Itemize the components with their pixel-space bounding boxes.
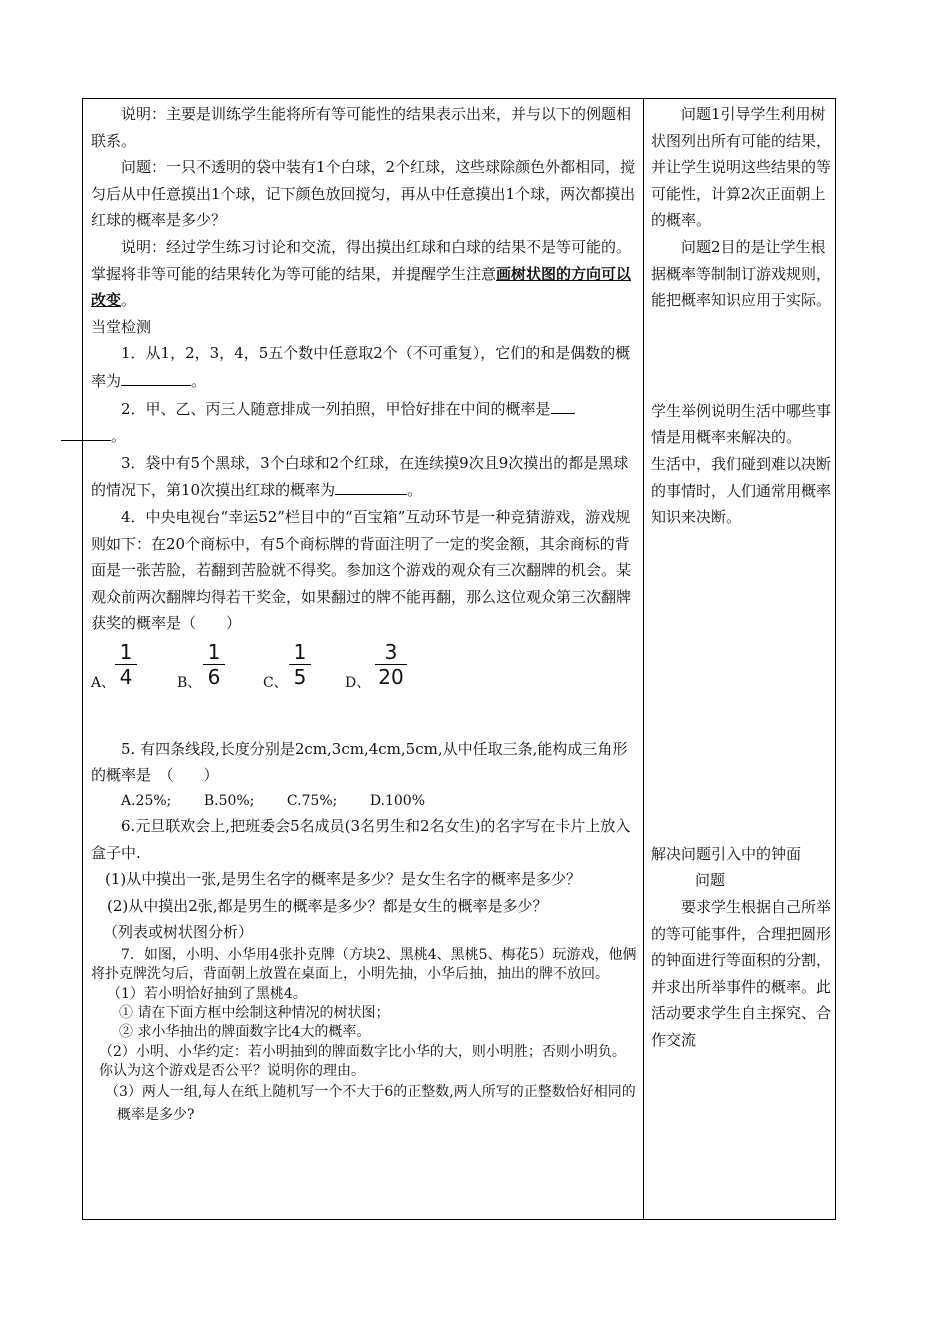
note-2-text: 说明：经过学生练习讨论和交流，得出摸出红球和白球的结果不是等可能的。掌握将非等可能的结果转化为等可能的结果，并提醒学生注意: [91, 237, 632, 283]
question-1-end: 。: [191, 371, 207, 390]
question-7-part-1-a: ① 请在下面方框中绘制这种情况的树状图；: [119, 1004, 390, 1021]
note-question-2: 问题2目的是让学生根据概率等制制订游戏规则，能把概率知识应用于实际。: [651, 237, 832, 310]
emphasis-text: 画树状图的方向可以改变: [91, 264, 632, 310]
note-clock-title: 解决问题引入中的钟面: [651, 844, 802, 863]
question-4: 4．中央电视台“幸运52”栏目中的“百宝箱”互动环节是一种竞猜游戏，游戏规则如下：在20个商标中，有5个商标牌的背面注明了一定的奖金额，其余商标的背面是一张苦脸，若翻到苦脸就不得奖。参加这个游戏的观众有三次翻牌的机会。某观众前两次翻牌均得若干奖金，如果翻过的牌不能再翻，那么这位观众第三次翻牌获奖的概率是（ ）: [91, 507, 632, 633]
note-question-1: 问题1引导学生利用树状图列出所有可能的结果，并让学生说明这些结果的等可能性，计算2次正面朝上的概率。: [651, 105, 832, 230]
note-clock-sub: 问题: [695, 871, 726, 890]
notes-column: [651, 101, 831, 1053]
question-7: 7．如图，小明、小华用4张扑克牌（方块2、黑桃4、黑桃5、梅花5）玩游戏，他俩将扑克牌洗匀后，背面朝上放置在桌面上，小明先抽，小华后抽，抽出的牌不放回。: [91, 947, 637, 983]
numerator: 3: [375, 640, 407, 665]
denominator: 5: [293, 664, 307, 689]
question-3-text: 3．袋中有5个黑球，3个白球和2个红球，在连续摸9次且9次摸出的都是黑球的情况下，第10次摸出红球的概率为: [91, 453, 629, 500]
question-6-part-2: (2)从中摸出2张,都是男生的概率是多少？都是女生的概率是多少？: [107, 896, 548, 915]
question-2-text: 2．甲、乙、丙三人随意排成一列拍照，甲恰好排在中间的概率是: [121, 399, 551, 418]
note-life: 生活中，我们碰到难以决断的事情时，人们通常用概率知识来决断。: [651, 454, 832, 527]
section-heading: 当堂检测: [91, 317, 152, 336]
fraction: [115, 640, 137, 689]
question-6: 6.元旦联欢会上,把班委会5名成员(3名男生和2名女生)的名字写在卡片上放入盒子中.: [91, 817, 631, 862]
choice-options: [91, 640, 637, 696]
question-5: 5. 有四条线段,长度分别是2cm,3cm,4cm,5cm,从中任取三条,能构成三角形的概率是 （ ）: [91, 739, 628, 785]
numerator: 1: [115, 640, 137, 665]
numerator: 1: [289, 640, 311, 665]
denominator: 20: [378, 664, 404, 689]
question-7-part-3: （3）两人一组,每人在纸上随机写一个不大于6的正整数,两人所写的正整数恰好相同的概率是多少?: [105, 1084, 636, 1124]
question-3: [91, 450, 637, 504]
numerator: 1: [203, 640, 225, 665]
option-a-label: A、: [91, 674, 116, 691]
question-6-hint: （列表或树状图分析）: [103, 923, 254, 942]
fraction: [203, 640, 225, 689]
question-2-end: 。: [111, 427, 127, 446]
answer-blank-cont: [61, 422, 111, 441]
answer-blank: [335, 476, 407, 495]
lesson-table: [82, 98, 836, 1220]
note-examples: 学生举例说明生活中哪些事情是用概率来解决的。: [651, 401, 832, 447]
note-clock-activity: 要求学生根据自己所举的等可能事件，合理把圆形的钟面进行等面积的分割，并求出所举事件的概率。此活动要求学生自主探究、合作交流: [651, 897, 832, 1049]
question-5-options: A.25%; B.50%; C.75%; D.100%: [121, 793, 426, 810]
option-d-label: D、: [345, 674, 371, 691]
note-2: [91, 234, 637, 314]
question-6-part-1: (1)从中摸出一张,是男生名字的概率是多少？是女生名字的概率是多少？: [105, 870, 582, 889]
denominator: 4: [119, 664, 133, 689]
column-divider: [643, 99, 644, 1219]
note-1: 说明：主要是训练学生能将所有等可能性的结果表示出来，并与以下的例题相联系。: [91, 105, 632, 150]
fraction: [289, 640, 311, 689]
question-1: [91, 340, 637, 394]
question-2: [91, 395, 637, 450]
option-c-label: C、: [263, 674, 288, 691]
note-2-end: 。: [121, 291, 137, 310]
answer-blank: [121, 367, 191, 386]
fraction: [375, 640, 407, 689]
main-column: [91, 101, 637, 1127]
option-b-label: B、: [177, 674, 202, 691]
problem-text: 问题：一只不透明的袋中装有1个白球，2个红球，这些球除颜色外都相同，搅匀后从中任意摸出1个球，记下颜色放回搅匀，再从中任意摸出1个球，两次都摸出红球的概率是多少？: [91, 158, 636, 230]
answer-blank: [551, 395, 575, 414]
denominator: 6: [207, 664, 221, 689]
question-7-part-1-b: ② 求小华抽出的牌面数字比4大的概率。: [119, 1024, 371, 1041]
question-1-text: 1．从1，2，3，4，5五个数中任意取2个（不可重复），它们的和是偶数的概率为: [91, 344, 631, 390]
question-7-part-2: （2）小明、小华约定：若小明抽到的牌面数字比小华的大，则小明胜；否则小明负。你认为这个游戏是否公平？说明你的理由。: [99, 1043, 626, 1079]
question-7-part-1: （1）若小明恰好抽到了黑桃4。: [107, 985, 307, 1002]
question-3-end: 。: [407, 481, 423, 500]
